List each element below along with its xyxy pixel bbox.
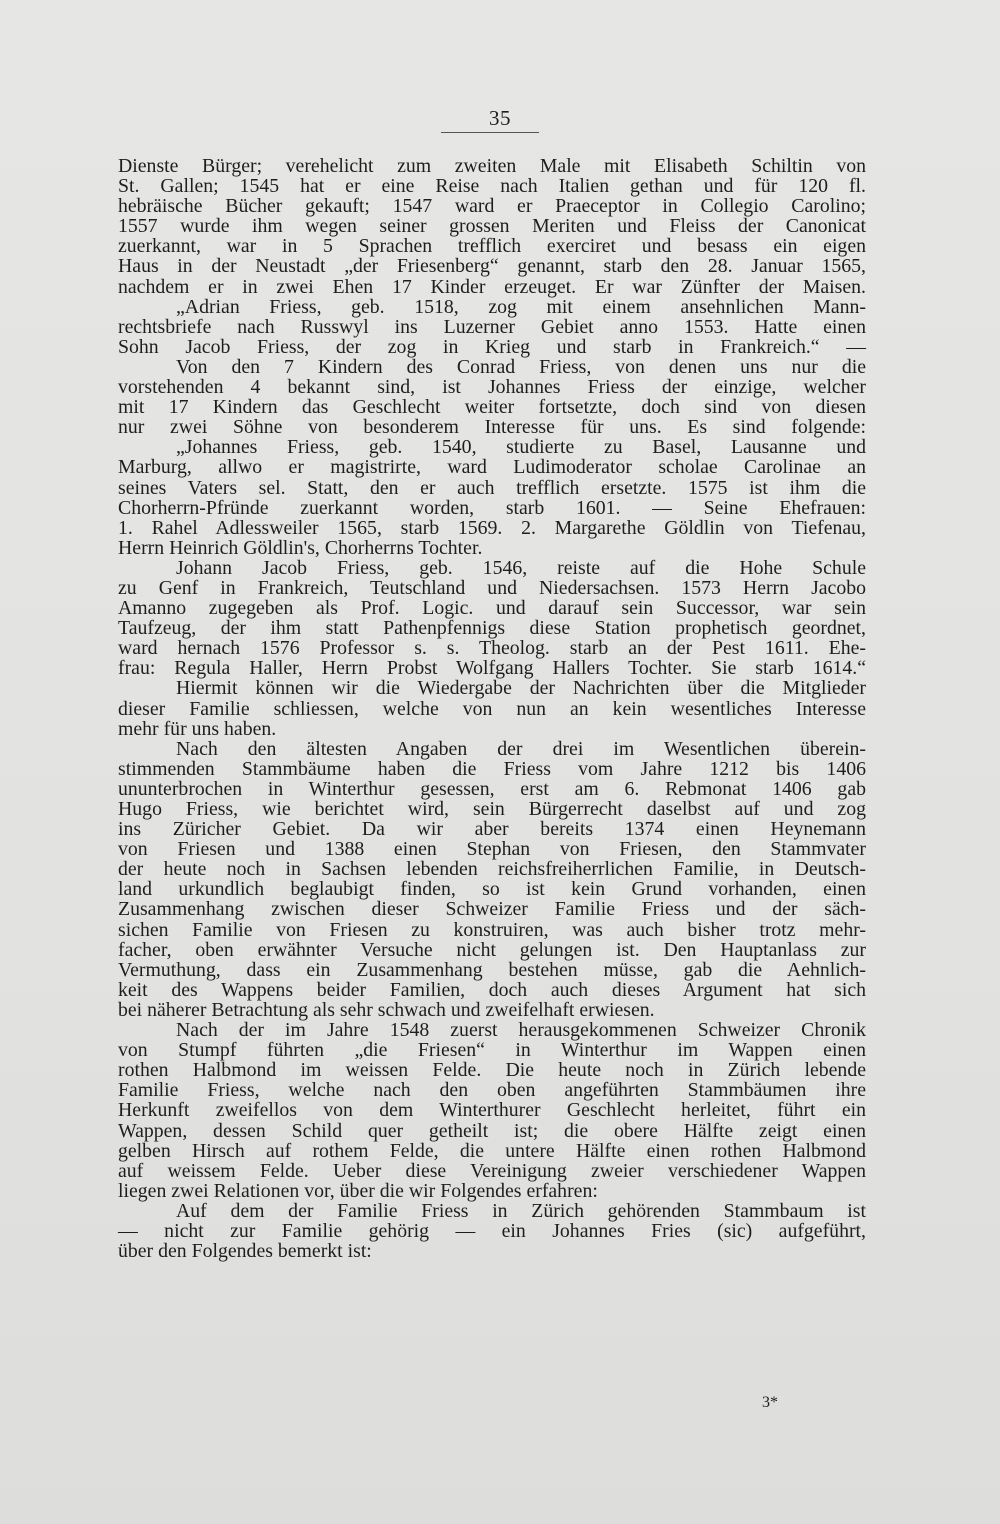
text-line: Hugo Friess, wie berichtet wird, sein Bürgerrecht daselbst auf und zog: [118, 798, 866, 820]
text-line: Chorherrn-Pfründe zuerkannt worden, starb 1601. — Seine Ehefrauen:: [118, 496, 866, 519]
text-line: mit 17 Kindern das Geschlecht weiter fortsetzte, doch sind von diesen: [118, 396, 866, 419]
text-line: nachdem er in zwei Ehen 17 Kinder erzeuget. Er war Zünfter der Maisen.: [118, 275, 866, 298]
text-line: ununterbrochen in Winterthur gesessen, erst am 6. Rebmonat 1406 gab: [118, 777, 866, 800]
text-line: Von den 7 Kindern des Conrad Friess, von denen uns nur die: [176, 355, 866, 378]
text-line: von Friesen und 1388 einen Stephan von Friesen, den Stammvater: [118, 838, 866, 861]
text-line: frau: Regula Haller, Herrn Probst Wolfgang Hallers Tochter. Sie starb 1614.“: [118, 657, 866, 680]
signature-mark: 3*: [762, 1394, 778, 1411]
text-line: Zusammenhang zwischen dieser Schweizer Familie Friess und der säch-: [118, 898, 866, 921]
text-line: stimmenden Stammbäume haben die Friess vom Jahre 1212 bis 1406: [118, 757, 866, 780]
text-line: 1. Rahel Adlessweiler 1565, starb 1569. 2. Margarethe Göldlin von Tiefenau,: [118, 516, 866, 539]
header-rule: [441, 132, 539, 133]
text-line: land urkundlich beglaubigt finden, so ist kein Grund vorhanden, einen: [118, 878, 866, 901]
text-line: von Stumpf führten „die Friesen“ in Winterthur im Wappen einen: [118, 1039, 866, 1062]
text-line: bei näherer Betrachtung als sehr schwach und zweifelhaft erwiesen.: [118, 998, 655, 1021]
text-line: Marburg, allwo er magistrirte, ward Ludimoderator scholae Carolinae an: [118, 456, 866, 479]
text-line: Herkunft zweifellos von dem Winterthurer Geschlecht herleitet, führt ein: [118, 1099, 866, 1122]
text-line: liegen zwei Relationen vor, über die wir Folgendes erfahren:: [118, 1179, 598, 1202]
text-line: zu Genf in Frankreich, Teutschland und Niedersachsen. 1573 Herrn Jacobo: [118, 576, 866, 599]
text-line: Sohn Jacob Friess, der zog in Krieg und starb in Frankreich.“ —: [118, 335, 866, 358]
body-text: [118, 156, 866, 1261]
text-line: Herrn Heinrich Göldlin's, Chorherrns Tochter.: [118, 536, 483, 559]
text-line: Taufzeug, der ihm statt Pathenpfennigs diese Station prophetisch geordnet,: [118, 617, 866, 640]
text-line: Nach der im Jahre 1548 zuerst herausgekommenen Schweizer Chronik: [176, 1019, 866, 1042]
text-line: über den Folgendes bemerkt ist:: [118, 1240, 372, 1263]
text-line: sichen Familie von Friesen zu konstruiren, was auch bisher trotz mehr-: [118, 918, 866, 941]
text-line: ins Züricher Gebiet. Da wir aber bereits 1374 einen Heynemann: [118, 818, 866, 841]
text-line: hebräische Bücher gekauft; 1547 ward er Praeceptor in Collegio Carolino;: [118, 195, 866, 218]
text-line: Amanno zugegeben als Prof. Logic. und darauf sein Successor, war sein: [118, 597, 866, 620]
text-line: Wappen, dessen Schild quer getheilt ist; die obere Hälfte zeigt einen: [118, 1119, 866, 1142]
text-line: 1557 wurde ihm wegen seiner grossen Meriten und Fleiss der Canonicat: [118, 215, 866, 238]
text-line: — nicht zur Familie gehörig — ein Johannes Fries (sic) aufgeführt,: [118, 1219, 866, 1242]
text-line: „Johannes Friess, geb. 1540, studierte zu Basel, Lausanne und: [176, 436, 866, 459]
page-number: 35: [489, 106, 511, 130]
text-line: Vermuthung, dass ein Zusammenhang bestehen müsse, gab die Aehnlich-: [118, 958, 866, 981]
text-line: Familie Friess, welche nach den oben angeführten Stammbäumen ihre: [118, 1079, 866, 1102]
text-line: dieser Familie schliessen, welche von nun an kein wesentliches Interesse: [118, 697, 866, 720]
text-line: Dienste Bürger; verehelicht zum zweiten Male mit Elisabeth Schiltin von: [118, 155, 866, 177]
text-line: rechtsbriefe nach Russwyl ins Luzerner Gebiet anno 1553. Hatte einen: [118, 315, 866, 338]
text-line: Johann Jacob Friess, geb. 1546, reiste auf die Hohe Schule: [176, 556, 866, 579]
text-line: St. Gallen; 1545 hat er eine Reise nach Italien gethan und für 120 fl.: [118, 175, 866, 198]
text-line: mehr für uns haben.: [118, 717, 277, 740]
text-line: der heute noch in Sachsen lebenden reichsfreiherrlichen Familie, in Deutsch-: [118, 858, 866, 881]
text-line: auf weissem Felde. Ueber diese Vereinigung zweier verschiedener Wappen: [118, 1159, 866, 1182]
text-line: Haus in der Neustadt „der Friesenberg“ genannt, starb den 28. Januar 1565,: [118, 255, 866, 278]
text-line: facher, oben erwähnter Versuche nicht gelungen ist. Den Hauptanlass zur: [118, 938, 866, 961]
text-line: Nach den ältesten Angaben der drei im Wesentlichen überein-: [176, 737, 866, 760]
text-line: gelben Hirsch auf rothem Felde, die untere Hälfte einen rothen Halbmond: [118, 1139, 866, 1162]
text-line: ward hernach 1576 Professor s. s. Theolog. starb an der Pest 1611. Ehe-: [118, 637, 866, 660]
text-line: nur zwei Söhne von besonderem Interesse für uns. Es sind folgende:: [118, 416, 866, 439]
text-line: Hiermit können wir die Wiedergabe der Nachrichten über die Mitglieder: [176, 677, 866, 700]
text-line: seines Vaters sel. Statt, den er auch trefflich ersetzte. 1575 ist ihm die: [118, 476, 866, 499]
text-line: zuerkannt, war in 5 Sprachen trefflich exerciret und besass ein eigen: [118, 235, 866, 258]
text-line: Auf dem der Familie Friess in Zürich gehörenden Stammbaum ist: [176, 1199, 866, 1222]
text-line: vorstehenden 4 bekannt sind, ist Johannes Friess der einzige, welcher: [118, 376, 866, 399]
text-line: rothen Halbmond im weissen Felde. Die heute noch in Zürich lebende: [118, 1059, 866, 1082]
text-line: keit des Wappens beider Familien, doch auch dieses Argument hat sich: [118, 978, 866, 1001]
text-line: „Adrian Friess, geb. 1518, zog mit einem ansehnlichen Mann-: [176, 295, 866, 318]
